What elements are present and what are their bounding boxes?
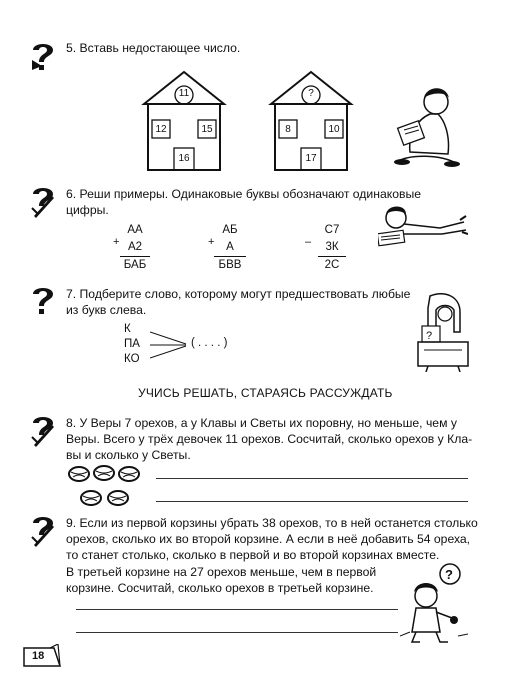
answer-line-9-1[interactable] — [76, 609, 398, 610]
svg-text:?: ? — [445, 567, 453, 582]
house-2 — [267, 68, 355, 172]
ex2-a: АБ — [222, 224, 238, 236]
house-2-door: 17 — [305, 153, 317, 164]
ex2-operator: + — [208, 236, 215, 248]
task-6-line-1: 6. Реши примеры. Одинаковые буквы обозначают одинаковые — [66, 187, 421, 201]
task-7-line-2: из букв слева. — [66, 303, 147, 318]
answer-line-8-1[interactable] — [156, 478, 468, 479]
ex2-b: А — [226, 241, 234, 253]
task-7-answer: ( . . . . ) — [191, 337, 228, 349]
ex1-result: БАБ — [123, 259, 147, 271]
pen-question-icon — [30, 513, 56, 547]
task-8-line-2: Веры. Всего у трёх девочек 11 орехов. Сосчитай, сколько орехов у Кла- — [66, 432, 473, 447]
nuts-illustration — [66, 462, 142, 512]
task-9-line-3: то станет столько, сколько в первой и во второй корзинах вместе. — [66, 548, 440, 563]
svg-text:?: ? — [426, 330, 433, 342]
ex3-operator: – — [305, 236, 312, 248]
letter-pa: ПА — [124, 338, 140, 350]
task-8-text — [66, 415, 472, 464]
house-1-door: 16 — [178, 153, 190, 164]
task-6-line-2: цифры. — [66, 203, 109, 218]
boy-writing-illustration — [378, 202, 468, 248]
task-5-text: 5. Вставь недостающее число. — [66, 41, 241, 55]
answer-line-8-2[interactable] — [156, 501, 468, 502]
boy-thinking-illustration — [400, 562, 468, 644]
task-9-line-5: корзине. Сосчитай, сколько орехов в третьей корзине. — [66, 580, 374, 595]
ex2-result: БВВ — [218, 259, 242, 271]
ex1-b: А2 — [127, 241, 143, 253]
task-7-letters — [124, 322, 140, 367]
section-heading: УЧИСЬ РЕШАТЬ, СТАРАЯСЬ РАССУЖДАТЬ — [138, 386, 393, 400]
task-8-line-1: 8. У Веры 7 орехов, а у Клавы и Светы их поровну, но меньше, чем у — [66, 416, 457, 430]
task-9-line-4: В третьей корзине на 27 орехов меньше, чем в первой — [66, 564, 377, 579]
house-2-left-window: 8 — [285, 124, 291, 135]
example-1 — [120, 222, 150, 274]
answer-line-9-2[interactable] — [76, 632, 398, 633]
ex3-result: 2С — [324, 259, 340, 271]
house-1-left-window: 12 — [155, 124, 167, 135]
ex3-a: С7 — [324, 224, 340, 236]
example-3 — [318, 222, 346, 274]
task-8-line-3: вы и сколько у Светы. — [66, 448, 191, 463]
page-number: 18 — [32, 650, 45, 662]
house-1-right-window: 15 — [201, 124, 213, 135]
ex1-a: АА — [127, 224, 143, 236]
house-1 — [140, 68, 228, 172]
house-1-roof-number: 11 — [178, 88, 190, 99]
task-7-text — [66, 286, 410, 318]
ex1-operator: + — [113, 236, 120, 248]
letter-k: К — [124, 323, 131, 335]
house-2-roof-number: ? — [308, 88, 314, 99]
letter-ko: КО — [124, 353, 140, 365]
girl-reading-illustration — [386, 80, 464, 170]
pen-question-icon — [30, 413, 56, 447]
task-9-line-1: 9. Если из первой корзины убрать 38 орехов, то в ней останется столько — [66, 516, 478, 530]
example-2 — [214, 222, 246, 274]
question-mark-icon — [30, 40, 56, 74]
house-2-right-window: 10 — [328, 124, 340, 135]
task-9-line-2: орехов, сколько их во второй корзине. А если в неё добавить 54 ореха, — [66, 532, 471, 547]
pen-question-icon — [30, 184, 56, 218]
ex3-b: 3К — [325, 241, 339, 253]
question-mark-icon — [30, 284, 56, 318]
girl-at-board-illustration — [414, 292, 472, 372]
converging-lines — [150, 330, 190, 363]
task-7-line-1: 7. Подберите слово, которому могут предшествовать любые — [66, 287, 411, 301]
task-6-text — [66, 186, 421, 218]
